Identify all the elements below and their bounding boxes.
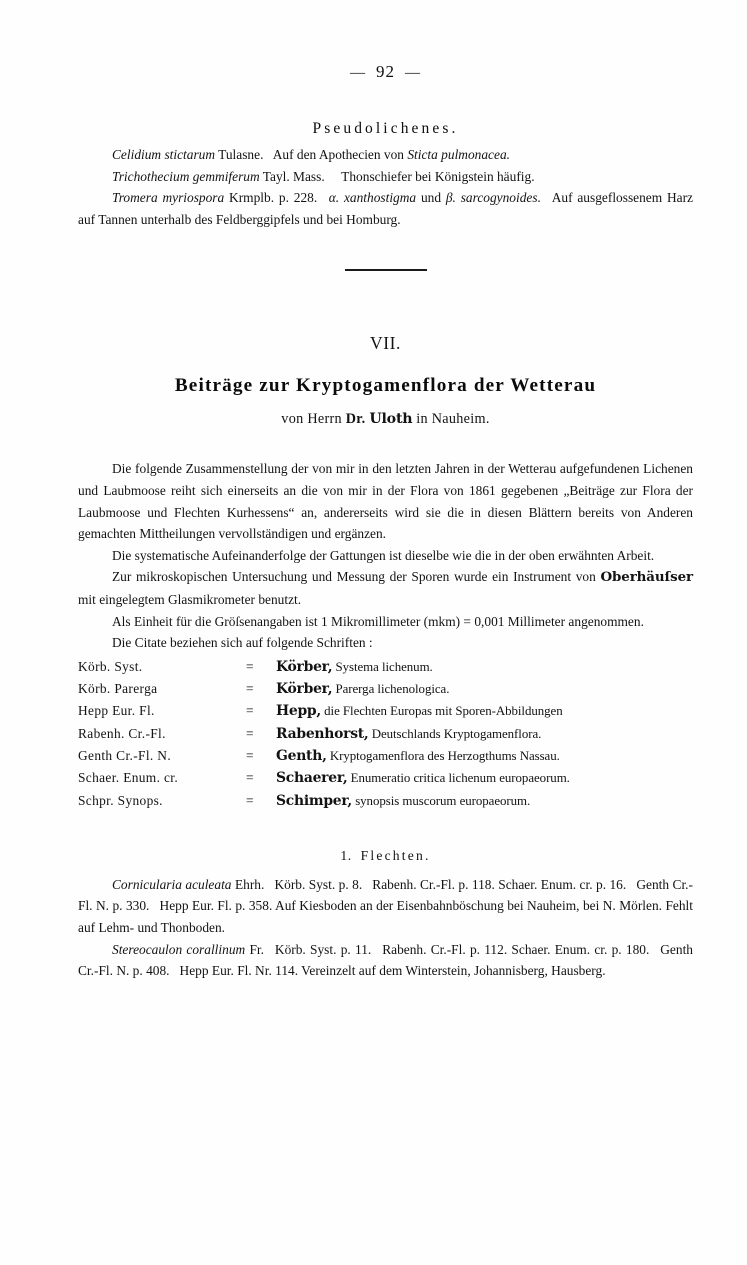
folio-number: 92 <box>376 62 395 81</box>
subsection-number: 1. <box>340 847 352 863</box>
variety-alpha: α. xanthostigma <box>328 190 417 206</box>
species-name: Cornicularia aculeata <box>112 876 232 892</box>
section-heading-pseudolichenes: Pseudolichenes. <box>312 120 459 137</box>
species-detail: Ehrh. Körb. Syst. p. 8. Rabenh. Cr.-Fl. p. 118. Schaer. Enum. cr. p. 16. Genth Cr.-Fl. N. p. 330. Hepp Eur. Fl. p. 358. Auf Kiesboden an der Eisenbahnböschung bei Nauheim, bei N. Mörlen. Fehlt auf Lehm- und Thonboden. <box>78 876 693 935</box>
citation-equals: = <box>246 703 254 719</box>
intro-paragraph-2: Die systematische Aufeinanderfolge der Gattungen ist dieselbe wie die in der oben erwähnten Arbeit. <box>112 547 655 563</box>
subsection-label: Flechten. <box>360 847 431 863</box>
citation-author: Schimper, <box>276 792 353 809</box>
citation-work: die Flechten Europas mit Sporen-Abbildungen <box>320 704 563 719</box>
citation-full <box>276 700 693 722</box>
citation-full <box>276 656 693 678</box>
article-byline <box>78 411 693 428</box>
species-detail: Krmplb. p. 228. <box>224 190 329 206</box>
species-name: Tromera myriospora <box>112 190 225 206</box>
article-number: VII. <box>369 333 402 354</box>
table-row <box>78 723 693 745</box>
citation-work: synopsis muscorum europaeorum. <box>352 793 531 808</box>
species-detail: Fr. Körb. Syst. p. 11. Rabenh. Cr.-Fl. p. 112. Schaer. Enum. cr. p. 180. Genth Cr.-Fl. N. p. 408. Hepp Eur. Fl. Nr. 114. Vereinzelt auf dem Winterstein, Johannisberg, Hausberg. <box>78 941 693 979</box>
intro-p3-text-b: mit eingelegtem Glasmikrometer benutzt. <box>78 591 302 607</box>
citation-author: Hepp, <box>276 703 321 720</box>
citation-abbreviation: Hepp Eur. Fl. <box>78 703 155 719</box>
intro-p3-text-a: Zur mikroskopischen Untersuchung und Messung der Sporen wurde ein Instrument von <box>112 569 601 585</box>
citation-work: Deutschlands Kryptogamenflora. <box>368 726 542 741</box>
byline-prefix: von Herrn <box>281 411 346 428</box>
citation-author: Genth, <box>276 747 327 764</box>
byline-suffix: in Nauheim. <box>412 411 490 428</box>
species-name: Trichothecium gemmiferum <box>112 168 260 184</box>
flechten-entries <box>78 874 693 982</box>
citation-equals: = <box>246 725 254 741</box>
species-entry-trichothecium <box>78 166 693 188</box>
species-name-secondary: Sticta pulmonacea. <box>407 147 510 162</box>
variety-conjunction: und <box>416 190 446 206</box>
subsection-heading-flechten <box>78 848 693 864</box>
citation-full <box>276 767 693 789</box>
citation-abbreviation: Rabenh. Cr.-Fl. <box>78 725 166 741</box>
citation-full <box>276 745 693 767</box>
page-folio <box>78 0 693 82</box>
citation-abbreviation-table <box>78 656 693 812</box>
citation-author: Rabenhorst, <box>276 725 369 742</box>
citation-equals: = <box>246 747 254 763</box>
species-name: Stereocaulon corallinum <box>112 941 246 957</box>
citation-full <box>276 723 693 745</box>
citation-author: Körber, <box>276 658 333 675</box>
citation-work: Parerga lichenologica. <box>332 682 450 697</box>
article-title: Beiträge zur Kryptogamenflora der Wetterau <box>174 375 597 397</box>
species-entry-tromera <box>78 187 693 230</box>
page-content <box>78 0 693 982</box>
citation-abbreviation: Genth Cr.-Fl. N. <box>78 747 172 763</box>
species-entry-stereocaulon <box>78 939 693 982</box>
citation-work: Systema lichenum. <box>332 659 433 674</box>
citation-equals: = <box>246 792 254 808</box>
instrument-maker-name: Oberhäuſser <box>600 569 693 586</box>
citation-full <box>276 678 693 700</box>
citation-abbreviation: Schaer. Enum. cr. <box>78 770 179 786</box>
citation-equals: = <box>246 658 254 674</box>
species-name: Celidium stictarum <box>112 147 216 162</box>
intro-paragraph-4: Als Einheit für die Gröſsenangaben ist 1 Mikromillimeter (mkm) = 0,001 Millimeter angenommen. <box>112 613 644 629</box>
table-row <box>78 700 693 722</box>
table-row <box>78 790 693 812</box>
variety-beta: β. sarcogynoides. <box>445 190 541 206</box>
citation-work: Enumeratio critica lichenum europaeorum. <box>347 771 570 786</box>
citation-author: Schaerer, <box>276 770 348 787</box>
citation-equals: = <box>246 681 254 697</box>
species-entry-cornicularia <box>78 874 693 939</box>
table-row <box>78 656 693 678</box>
intro-paragraph-5: Die Citate beziehen sich auf folgende Schriften : <box>112 635 373 651</box>
species-detail: Tulasne. Auf den Apothecien von <box>215 147 408 162</box>
divider-rule <box>345 269 427 271</box>
intro-paragraph-3 <box>78 566 693 610</box>
citation-full <box>276 790 693 812</box>
table-row <box>78 767 693 789</box>
intro-paragraph-1: Die folgende Zusammenstellung der von mir in den letzten Jahren in der Wetterau aufgefundenen Lichenen und Laubmoose reiht sich einerseits an die von mir in der Flora von 1861 gegebenen „Beiträge zur Flora der Laubmoose und Flechten Kurhessens“ an, andererseits wird sie die in diesen Blättern bereits von Anderen gemachten Mittheilungen vervollständigen und ergänzen. <box>78 461 693 542</box>
byline-honorific: Dr. <box>345 411 366 428</box>
table-row <box>78 678 693 700</box>
folio-dash-left: — <box>350 65 366 81</box>
citation-equals: = <box>246 770 254 786</box>
introduction-block <box>78 458 693 653</box>
byline-author: Uloth <box>369 411 413 428</box>
species-habitat: Auf ausgeflossenem Harz auf Tannen unterhalb des Feldberggipfels und bei Homburg. <box>78 190 693 227</box>
species-entry-celidium <box>78 144 693 166</box>
citation-author: Körber, <box>276 681 333 698</box>
section-divider <box>78 260 693 278</box>
citation-abbreviation: Körb. Syst. <box>78 658 143 674</box>
citation-work: Kryptogamenflora des Herzogthums Nassau. <box>326 748 560 763</box>
table-row <box>78 745 693 767</box>
citation-abbreviation: Schpr. Synops. <box>78 792 163 808</box>
folio-dash-right: — <box>405 65 421 81</box>
species-detail: Tayl. Mass. Thonschiefer bei Königstein häufig. <box>259 168 535 184</box>
citation-abbreviation: Körb. Parerga <box>78 681 158 697</box>
